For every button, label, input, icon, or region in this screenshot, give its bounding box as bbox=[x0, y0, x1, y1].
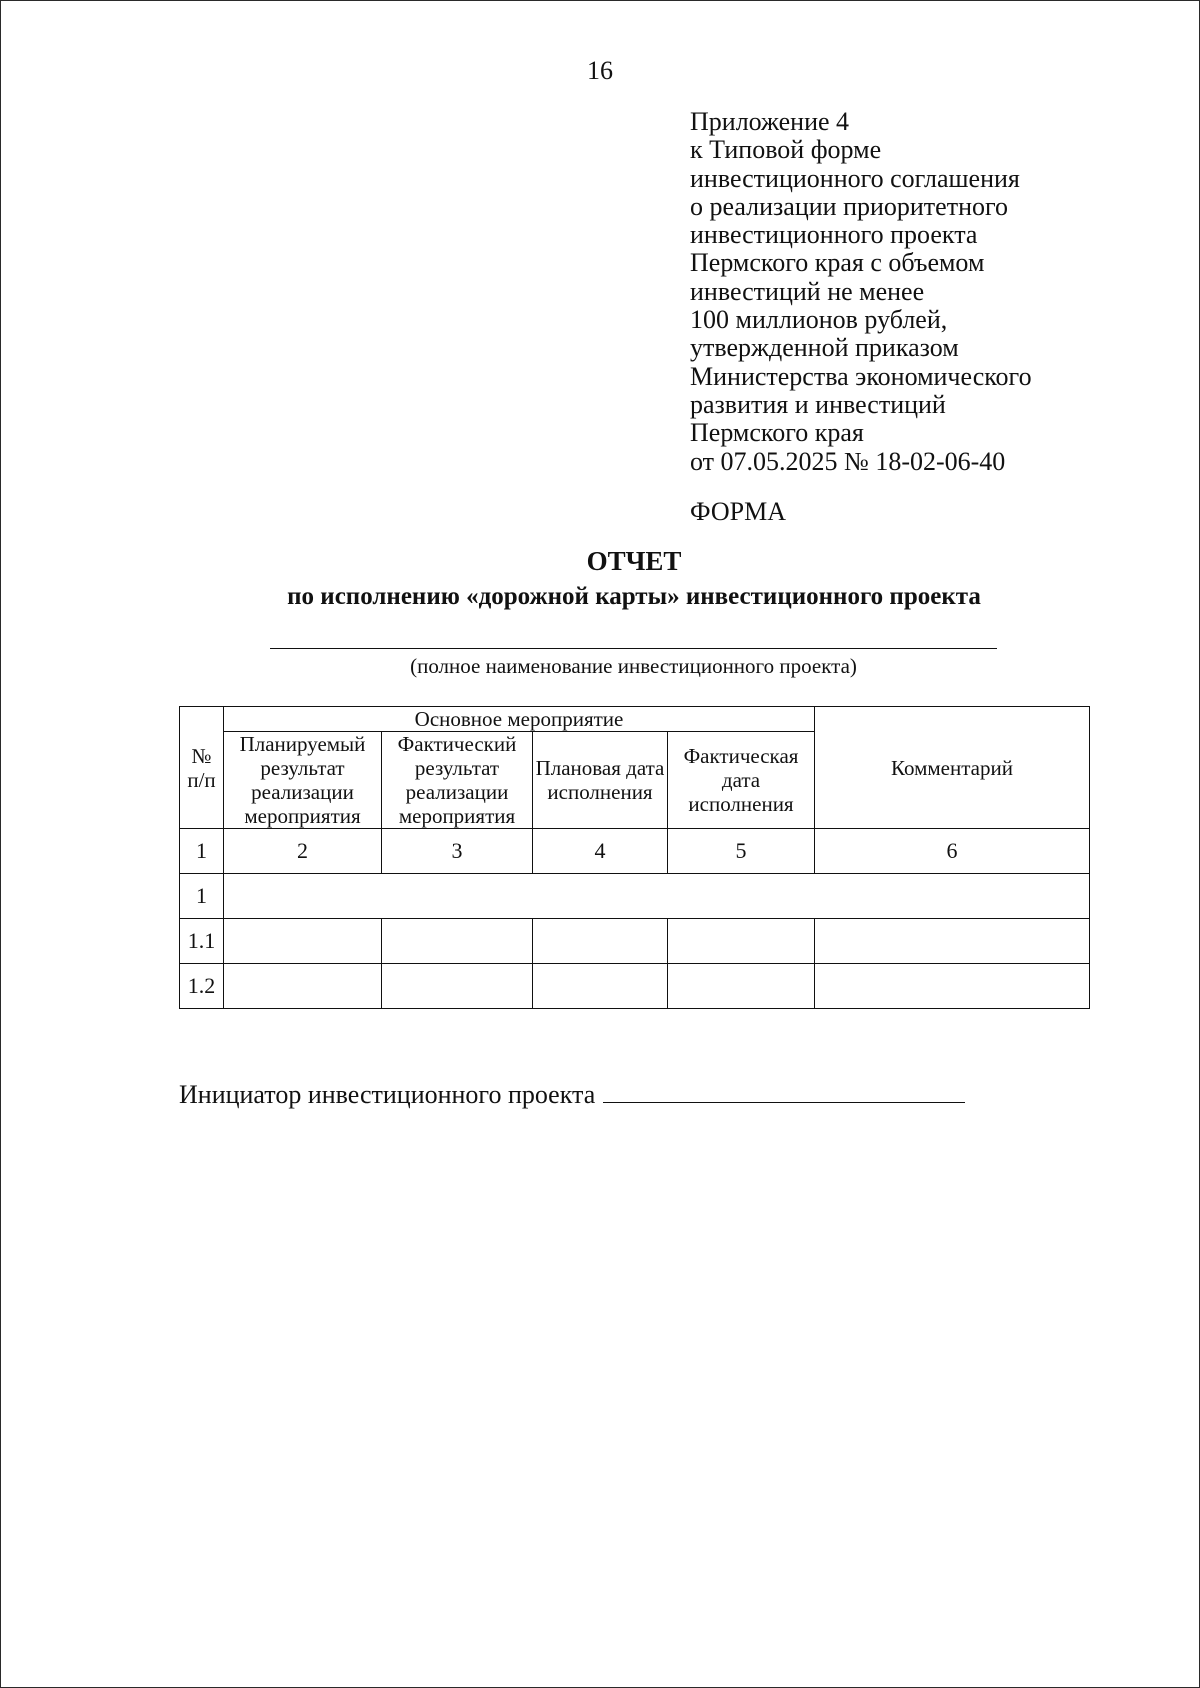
table-row bbox=[180, 919, 1090, 964]
row-number: 1.1 bbox=[180, 919, 224, 964]
signature-label: Инициатор инвестиционного проекта bbox=[179, 1080, 596, 1109]
main-activity-cell[interactable] bbox=[224, 874, 1090, 919]
header-main-activity: Основное мероприятие bbox=[224, 707, 815, 732]
header-actual-result: Фактический результат реализации мероприятия bbox=[382, 732, 533, 829]
signature-block bbox=[179, 1080, 965, 1110]
report-title: ОТЧЕТ bbox=[586, 546, 682, 576]
column-number: 2 bbox=[224, 829, 382, 874]
signature-field[interactable] bbox=[603, 1080, 965, 1103]
project-name-field[interactable] bbox=[270, 648, 997, 649]
roadmap-report-table bbox=[179, 706, 1090, 1009]
planned-result-cell[interactable] bbox=[224, 964, 382, 1009]
comment-cell[interactable] bbox=[815, 964, 1090, 1009]
planned-date-cell[interactable] bbox=[533, 919, 668, 964]
planned-result-cell[interactable] bbox=[224, 919, 382, 964]
appendix-line: от 07.05.2025 № 18-02-06-40 bbox=[690, 446, 1006, 476]
appendix-line: инвестиций не менее bbox=[690, 276, 925, 306]
header-planned-result: Планируемый результат реализации мероприятия bbox=[224, 732, 382, 829]
actual-date-cell[interactable] bbox=[668, 919, 815, 964]
comment-cell[interactable] bbox=[815, 919, 1090, 964]
page-number: 16 bbox=[587, 56, 613, 85]
planned-date-cell[interactable] bbox=[533, 964, 668, 1009]
appendix-line: о реализации приоритетного bbox=[690, 191, 1009, 221]
appendix-line: Пермского края bbox=[690, 418, 864, 448]
appendix-line: инвестиционного соглашения bbox=[690, 163, 1020, 193]
header-comment: Комментарий bbox=[815, 707, 1090, 829]
column-number: 1 bbox=[180, 829, 224, 874]
appendix-line: утвержденной приказом bbox=[690, 333, 959, 363]
header-num: № п/п bbox=[180, 707, 224, 829]
appendix-line: 100 миллионов рублей, bbox=[690, 305, 948, 335]
appendix-header bbox=[690, 108, 1170, 476]
actual-date-cell[interactable] bbox=[668, 964, 815, 1009]
table-row bbox=[180, 964, 1090, 1009]
table-row bbox=[180, 874, 1090, 919]
appendix-line: Министерства экономического bbox=[690, 361, 1032, 391]
appendix-line: Приложение 4 bbox=[690, 107, 850, 136]
form-label: ФОРМА bbox=[690, 497, 786, 526]
appendix-line: Пермского края с объемом bbox=[690, 248, 985, 278]
row-number: 1 bbox=[180, 874, 224, 919]
column-number: 4 bbox=[533, 829, 668, 874]
appendix-line: развития и инвестиций bbox=[690, 389, 946, 419]
project-name-caption: (полное наименование инвестиционного проекта) bbox=[410, 654, 857, 678]
actual-result-cell[interactable] bbox=[382, 919, 533, 964]
header-actual-date: Фактическая дата исполнения bbox=[668, 732, 815, 829]
column-numbers-row bbox=[180, 829, 1090, 874]
column-number: 6 bbox=[815, 829, 1090, 874]
appendix-line: инвестиционного проекта bbox=[690, 220, 978, 250]
row-number: 1.2 bbox=[180, 964, 224, 1009]
actual-result-cell[interactable] bbox=[382, 964, 533, 1009]
column-number: 3 bbox=[382, 829, 533, 874]
column-number: 5 bbox=[668, 829, 815, 874]
table-header-row bbox=[180, 707, 1090, 732]
header-planned-date: Плановая дата исполнения bbox=[533, 732, 668, 829]
appendix-line: к Типовой форме bbox=[690, 135, 882, 165]
report-subtitle: по исполнению «дорожной карты» инвестиционного проекта bbox=[287, 583, 981, 610]
